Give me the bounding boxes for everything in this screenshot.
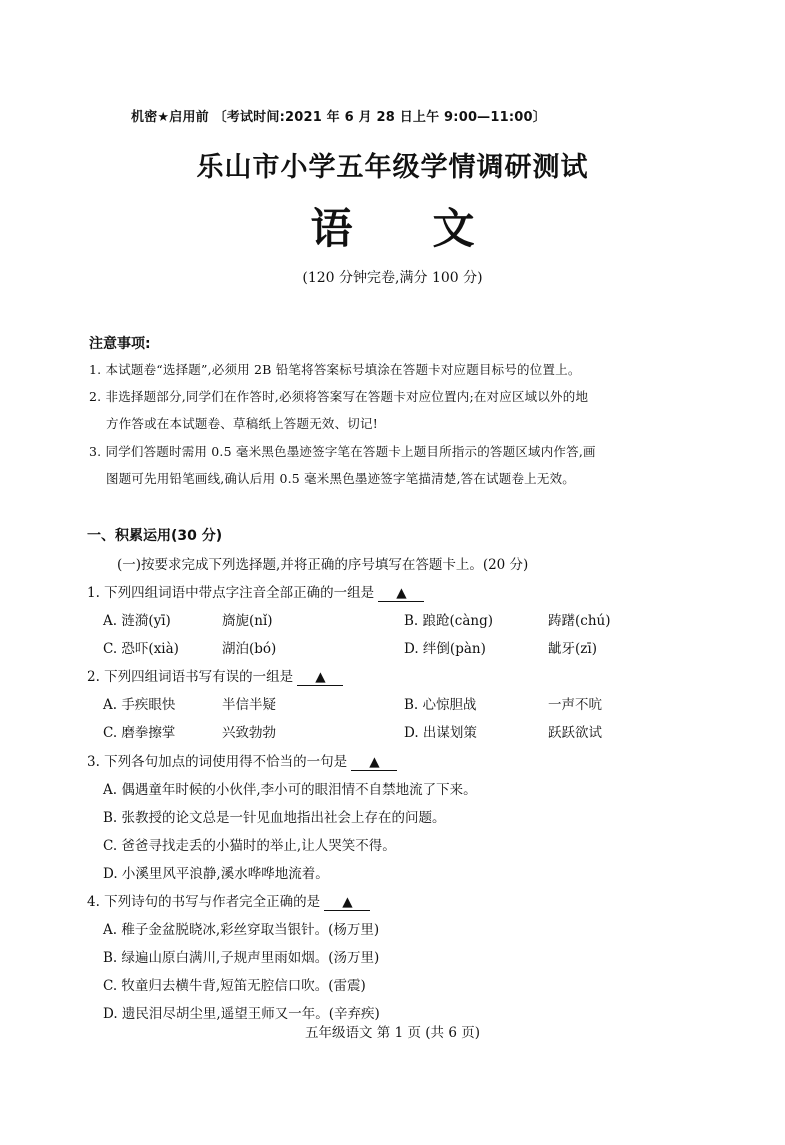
option-sentence: A. 偶遇童年时候的小伙伴,李小可的眼泪情不自禁地流了下来。 — [103, 782, 477, 798]
question-text: 3. 下列各句加点的词使用得不恰当的一句是 — [87, 754, 348, 770]
question-stem — [87, 665, 343, 686]
question-text: 4. 下列诗句的书写与作者完全正确的是 — [87, 894, 321, 910]
option: D. 绊倒(pàn) — [404, 641, 486, 657]
note-line: 3. 同学们答题时需用 0.5 毫米黑色墨迹签字笔在答题卡上题目所指示的答题区域内作答,画 — [89, 444, 596, 459]
answer-blank: ▲ — [324, 894, 370, 911]
answer-blank: ▲ — [297, 669, 343, 686]
section-title: 一、积累运用(30 分) — [87, 528, 223, 544]
option: 旖旎(nǐ) — [222, 613, 273, 629]
answer-blank: ▲ — [351, 754, 397, 771]
page-footer: 五年级语文 第 1 页 (共 6 页) — [305, 1025, 480, 1041]
subject-title: 语文 — [310, 204, 555, 253]
note-line: 2. 非选择题部分,同学们在作答时,必须将答案写在答题卡对应位置内;在对应区域以外的地 — [89, 389, 589, 404]
option: B. 心惊胆战 — [404, 697, 477, 713]
option-sentence: A. 稚子金盆脱晓冰,彩丝穿取当银针。(杨万里) — [103, 922, 380, 938]
option: C. 磨拳擦掌 — [103, 725, 176, 741]
option: 一声不吭 — [548, 697, 602, 713]
question-text: 1. 下列四组词语中带点字注音全部正确的一组是 — [87, 585, 375, 601]
option-sentence: B. 绿遍山原白满川,子规声里雨如烟。(汤万里) — [103, 950, 380, 966]
option-sentence: B. 张教授的论文总是一针见血地指出社会上存在的问题。 — [103, 810, 446, 826]
question-stem — [87, 890, 370, 911]
option: 龇牙(zī) — [548, 641, 597, 657]
option-sentence: C. 爸爸寻找走丢的小猫时的举止,让人哭笑不得。 — [103, 838, 396, 854]
notes-heading: 注意事项: — [89, 336, 151, 352]
section-instruction: (一)按要求完成下列选择题,并将正确的序号填写在答题卡上。(20 分) — [117, 557, 529, 573]
option: A. 手疾眼快 — [103, 697, 176, 713]
exam-time-line: 机密★启用前 〔考试时间:2021 年 6 月 28 日上午 9:00—11:00〕 — [131, 110, 546, 125]
option-sentence: D. 小溪里风平浪静,溪水哗哗地流着。 — [103, 866, 329, 882]
option: A. 涟漪(yī) — [103, 613, 171, 629]
answer-blank: ▲ — [378, 585, 424, 602]
option-sentence: D. 遗民泪尽胡尘里,遥望王师又一年。(辛弃疾) — [103, 1006, 380, 1022]
option: B. 踉跄(càng) — [404, 613, 493, 629]
question-stem — [87, 581, 424, 602]
option: D. 出谋划策 — [404, 725, 477, 741]
duration-note: (120 分钟完卷,满分 100 分) — [302, 270, 483, 286]
option: 踌躇(chú) — [548, 613, 611, 629]
option: 湖泊(bó) — [222, 641, 277, 657]
note-line: 图题可先用铅笔画线,确认后用 0.5 毫米黑色墨迹签字笔描清楚,答在试题卷上无效。 — [106, 471, 575, 486]
note-line: 1. 本试题卷“选择题”,必须用 2B 铅笔将答案标号填涂在答题卡对应题目标号的位置上。 — [89, 362, 581, 377]
question-stem — [87, 750, 397, 771]
question-text: 2. 下列四组词语书写有误的一组是 — [87, 669, 294, 685]
option: 半信半疑 — [222, 697, 276, 713]
option: 跃跃欲试 — [548, 725, 602, 741]
option-sentence: C. 牧童归去横牛背,短笛无腔信口吹。(雷震) — [103, 978, 366, 994]
option: C. 恐吓(xià) — [103, 641, 179, 657]
exam-title: 乐山市小学五年级学情调研测试 — [196, 152, 589, 183]
note-line: 方作答或在本试题卷、草稿纸上答题无效、切记! — [106, 416, 378, 431]
option: 兴致勃勃 — [222, 725, 276, 741]
